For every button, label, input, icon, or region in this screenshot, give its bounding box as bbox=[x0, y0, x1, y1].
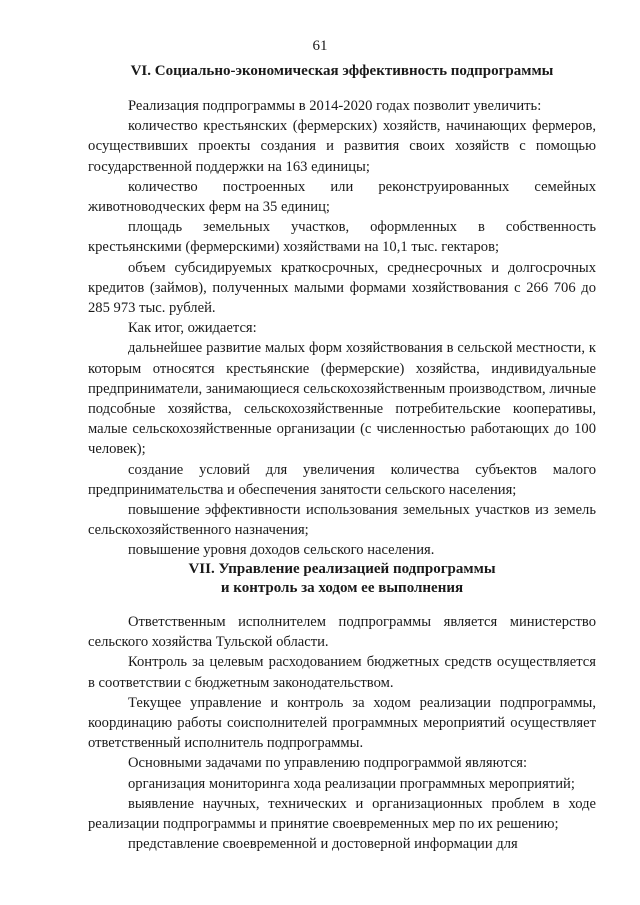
paragraph: Основными задачами по управлению подпрограммой являются: bbox=[128, 755, 528, 772]
paragraph: повышение уровня доходов сельского населения. bbox=[128, 542, 435, 559]
paragraph: количество построенных или реконструированных семейных животноводческих ферм на 35 единиц; bbox=[88, 178, 596, 216]
section-6-heading: VI. Социально-экономическая эффективность подпрограммы bbox=[130, 63, 554, 79]
paragraph: площадь земельных участков, оформленных в собственность крестьянскими (фермерскими) хозяйствами на 10,1 тыс. гектаров; bbox=[88, 219, 596, 256]
section-7-body bbox=[88, 612, 596, 854]
section-7-heading-line-2: и контроль за ходом ее выполнения bbox=[220, 580, 464, 596]
paragraph: создание условий для увеличения количества субъектов малого предпринимательства и обеспечения занятости сельского населения; bbox=[88, 461, 596, 498]
paragraph: Ответственным исполнителем подпрограммы является министерство сельского хозяйства Тульской области. bbox=[88, 614, 596, 651]
paragraph: Контроль за целевым расходованием бюджетных средств осуществляется в соответствии с бюджетным законодательством. bbox=[88, 654, 596, 691]
paragraph: Как итог, ожидается: bbox=[128, 320, 257, 337]
section-7-heading bbox=[88, 560, 596, 598]
paragraph: повышение эффективности использования земельных участков из земель сельскохозяйственного назначения; bbox=[88, 502, 596, 539]
paragraph: выявление научных, технических и организационных проблем в ходе реализации подпрограммы и принятие своевременных мер по их решению; bbox=[88, 795, 596, 833]
paragraph: представление своевременной и достоверной информации для bbox=[128, 836, 518, 853]
paragraph: объем субсидируемых краткосрочных, среднесрочных и долгосрочных кредитов (займов), полученных малыми формами хозяйствования с 266 706 до 285 973 тыс. рублей. bbox=[88, 259, 596, 317]
section-6-body bbox=[88, 96, 596, 561]
paragraph: Реализация подпрограммы в 2014-2020 годах позволит увеличить: bbox=[128, 98, 542, 114]
paragraph: количество крестьянских (фермерских) хозяйств, начинающих фермеров, осуществивших проекты создания и развития своих хозяйств с помощью государственной поддержки на 163 единицы; bbox=[88, 118, 596, 175]
section-7-heading-line-1: VII. Управление реализацией подпрограммы bbox=[188, 561, 496, 577]
paragraph: организация мониторинга хода реализации программных мероприятий; bbox=[128, 775, 575, 792]
paragraph: дальнейшее развитие малых форм хозяйствования в сельской местности, к которым относятся крестьянские (фермерские) хозяйства, индивидуальные предприниматели, занимающиеся сельскохозяйственным производством, личные подсобные хозяйства, сельскохозяйственные потребительские кооперативы, малые сельскохозяйственные организации (с численностью работающих до 100 человек); bbox=[88, 340, 596, 458]
paragraph: Текущее управление и контроль за ходом реализации подпрограммы, координацию работы соисполнителей программных мероприятий осуществляет ответственный исполнитель подпрограммы. bbox=[88, 694, 596, 752]
page-number: 61 bbox=[312, 38, 328, 54]
